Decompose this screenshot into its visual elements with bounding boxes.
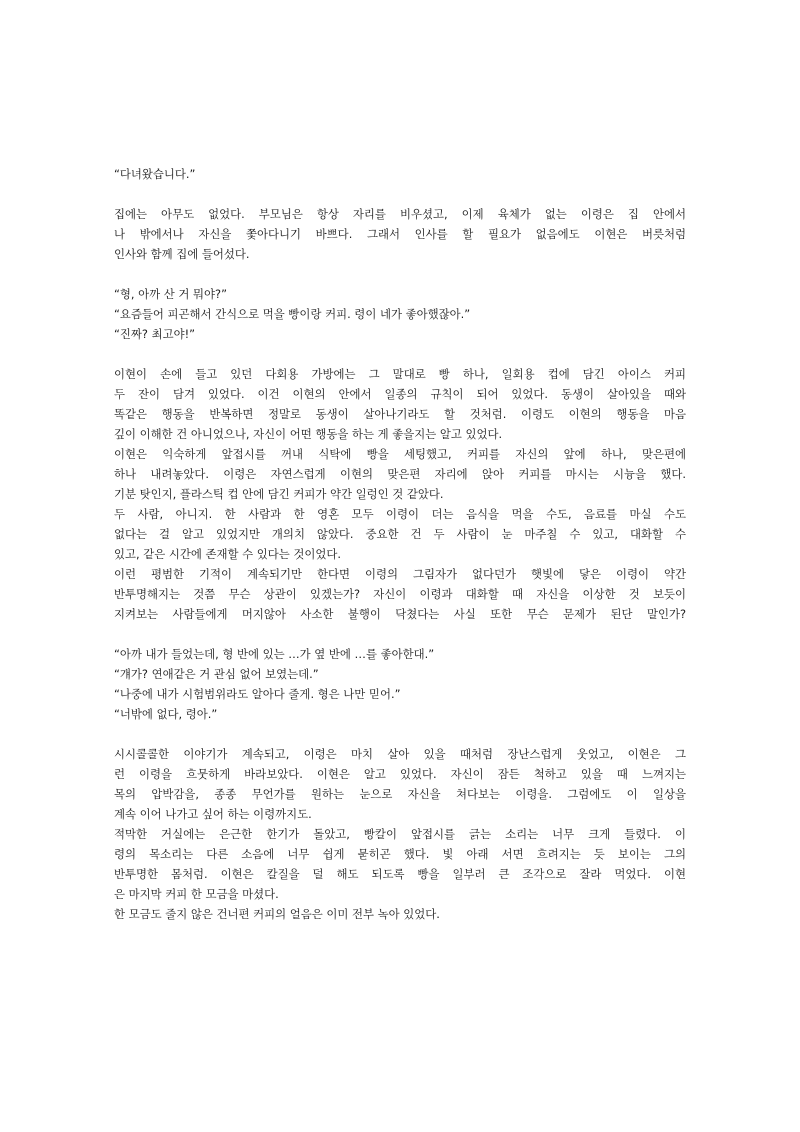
text-line: 이런 평범한 기적이 계속되기만 한다면 이령의 그림자가 없다던가 햇빛에 닿은 이령이 약간	[114, 567, 686, 581]
text-line: 없다는 걸 알고 있었지만 개의치 않았다. 중요한 건 두 사람이 눈 마주칠 수 있고, 대화할 수	[114, 527, 686, 541]
text-line: 이현은 익숙하게 앞접시를 꺼내 식탁에 빵을 세팅했고, 커피를 자신의 앞에 하나, 맞은편에	[114, 447, 686, 461]
text-line: “너밖에 없다, 령아.”	[114, 707, 218, 721]
text-line: 깊이 이해한 건 아니었으나, 자신이 어떤 행동을 하는 게 좋을지는 알고 있었다.	[114, 427, 503, 441]
text-line: 기분 탓인지, 플라스틱 컵 안에 담긴 커피가 약간 일렁인 것 같았다.	[114, 487, 444, 501]
text-line: 적막한 거실에는 은근한 한기가 돌았고, 빵칼이 앞접시를 긁는 소리는 너무 크게 들렸다. 이	[114, 827, 686, 841]
text-line: “걔가? 연애같은 거 관심 없어 보였는데.”	[114, 667, 319, 681]
text-line: 령의 목소리는 다른 소음에 너무 쉽게 묻히곤 했다. 빛 아래 서면 흐려지는 듯 보이는 그의	[114, 847, 686, 861]
paragraph-gap	[114, 624, 686, 644]
text-line: 한 모금도 줄지 않은 건너편 커피의 얼음은 이미 전부 녹아 있었다.	[114, 907, 440, 921]
text-line: “요즘들어 피곤해서 간식으로 먹을 빵이랑 커피. 령이 네가 좋아했잖아.”	[114, 307, 471, 321]
text-line: “진짜? 최고야!”	[114, 327, 196, 341]
text-line: 시시콜콜한 이야기가 계속되고, 이령은 마치 살아 있을 때처럼 장난스럽게 웃었고, 이현은 그	[114, 747, 686, 761]
text-line: 계속 이어 나가고 싶어 하는 이령까지도.	[114, 807, 312, 821]
text-line: 목의 압박감을, 종종 무언가를 원하는 눈으로 자신을 쳐다보는 이령을. 그럼에도 이 일상을	[114, 787, 686, 801]
document-body	[114, 164, 686, 924]
paragraph-gap	[114, 184, 686, 204]
paragraph-gap	[114, 344, 686, 364]
paragraph-gap	[114, 724, 686, 744]
text-line: “나중에 내가 시험범위라도 알아다 줄게. 형은 나만 믿어.”	[114, 687, 401, 701]
text-line: “형, 아까 산 거 뭐야?”	[114, 287, 227, 301]
text-line: 하나 내려놓았다. 이령은 자연스럽게 이현의 맞은편 자리에 앉아 커피를 마시는 시늉을 했다.	[114, 467, 686, 481]
text-line: 런 이령을 흐뭇하게 바라보았다. 이현은 알고 있었다. 자신이 잠든 척하고 있을 때 느껴지는	[114, 767, 686, 781]
text-line: 두 잔이 담겨 있었다. 이건 이현의 안에서 일종의 규칙이 되어 있었다. 동생이 살아있을 때와	[114, 387, 686, 401]
text-line: 똑같은 행동을 반복하면 정말로 동생이 살아나기라도 할 것처럼. 이령도 이현의 행동을 마음	[114, 407, 686, 421]
text-line: 지켜보는 사람들에게 머지않아 사소한 불행이 닥쳤다는 사실 또한 무슨 문제가 된단 말인가?	[114, 607, 686, 621]
text-line: 인사와 함께 집에 들어섰다.	[114, 247, 250, 261]
text-line: “아까 내가 들었는데, 형 반에 있는 …가 옆 반에 …를 좋아한대.”	[114, 647, 435, 661]
text-line: 집에는 아무도 없었다. 부모님은 항상 자리를 비우셨고, 이제 육체가 없는 이령은 집 안에서	[114, 207, 686, 221]
text-line: 반투명한 몸처럼. 이현은 칼질을 덜 해도 되도록 빵을 일부러 큰 조각으로 잘라 먹었다. 이현	[114, 867, 686, 881]
text-line: 나 밖에서나 자신을 쫓아다니기 바쁘다. 그래서 인사를 할 필요가 없음에도 이현은 버릇처럼	[114, 227, 686, 241]
paragraph-gap	[114, 264, 686, 284]
text-line: “다녀왔습니다.”	[114, 167, 196, 181]
text-line: 반투명해지는 것쯤 무슨 상관이 있겠는가? 자신이 이령과 대화할 때 자신을 이상한 것 보듯이	[114, 587, 686, 601]
text-line: 있고, 같은 시간에 존재할 수 있다는 것이었다.	[114, 547, 342, 561]
text-line: 두 사람, 아니지. 한 사람과 한 영혼 모두 이령이 더는 음식을 먹을 수도, 음료를 마실 수도	[114, 507, 686, 521]
text-line: 이현이 손에 들고 있던 다회용 가방에는 그 말대로 빵 하나, 일회용 컵에 담긴 아이스 커피	[114, 367, 686, 381]
text-line: 은 마지막 커피 한 모금을 마셨다.	[114, 887, 279, 901]
